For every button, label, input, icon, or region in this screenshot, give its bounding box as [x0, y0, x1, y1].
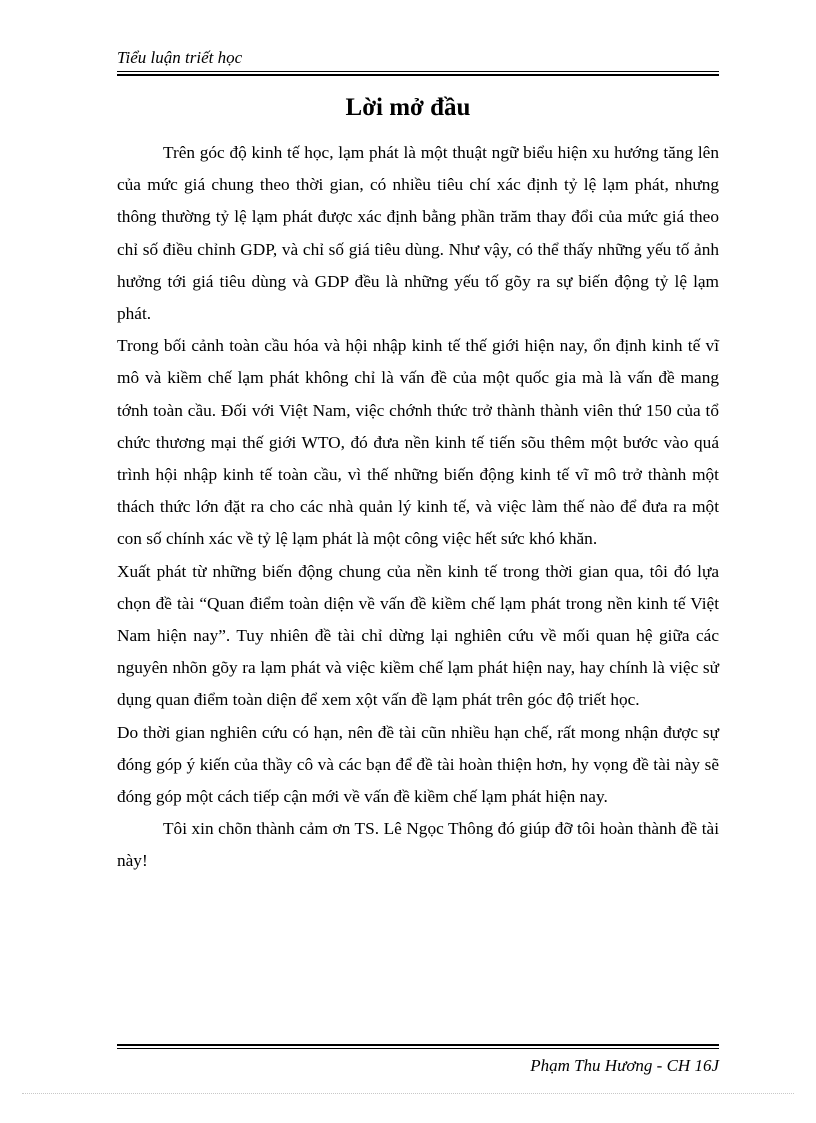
- paragraph-5: Tôi xin chõn thành cảm ơn TS. Lê Ngọc Thông đó giúp đỡ tôi hoàn thành đề tài này!: [117, 819, 719, 871]
- header-rule-thick: [117, 74, 719, 76]
- page-edge-divider: [22, 1093, 794, 1094]
- paragraph-1: Trên góc độ kinh tế học, lạm phát là một thuật ngữ biểu hiện xu hướng tăng lên của mức giá chung theo thời gian, có nhiều tiêu chí xác định tỷ lệ lạm phát, nhưng thông thường tỷ lệ lạm phát được xác định bằng phần trăm thay đổi của mức giá theo chỉ số điều chỉnh GDP, và chỉ số giá tiêu dùng. Như vậy, có thể thấy những yếu tố ảnh hưởng tới giá tiêu dùng và GDP đều là những yếu tố gõy ra sự biến động tỷ lệ lạm phát.: [117, 143, 719, 324]
- document-title: Lời mở đầu: [345, 94, 471, 121]
- paragraph-4: Do thời gian nghiên cứu có hạn, nên đề tài cũn nhiều hạn chế, rất mong nhận được sự đóng góp ý kiến của thầy cô và các bạn để đề tài hoàn thiện hơn, hy vọng đề tài này sẽ đóng góp một cách tiếp cận mới về vấn đề kiềm chế lạm phát hiện nay.: [117, 722, 719, 807]
- header-rule-thin: [117, 71, 719, 72]
- footer-author: Phạm Thu Hương - CH 16J: [530, 1056, 719, 1075]
- paragraph-2: Trong bối cảnh toàn cầu hóa và hội nhập kinh tế thế giới hiện nay, ổn định kinh tế vĩ mô và kiềm chế lạm phát không chỉ là vấn đề của một quốc gia mà là vấn đề mang tớnh toàn cầu. Đối với Việt Nam, việc chớnh thức trở thành thành viên thứ 150 của tổ chức thương mại thế giới WTO, đó đưa nền kinh tế tiến sõu thêm một bước vào quá trình hội nhập kinh tế toàn cầu, vì thế những biến động kinh tế vĩ mô trở thành một thách thức lớn đặt ra cho các nhà quản lý kinh tế, và việc làm thế nào để đưa ra một con số chính xác về tỷ lệ lạm phát là một công việc hết sức khó khăn.: [117, 336, 719, 549]
- document-body: [117, 137, 719, 878]
- footer-rule-thin: [117, 1048, 719, 1049]
- header-title: Tiểu luận triết học: [117, 48, 243, 67]
- footer-rule-thick: [117, 1044, 719, 1046]
- paragraph-3: Xuất phát từ những biến động chung của nền kinh tế trong thời gian qua, tôi đó lựa chọn đề tài “Quan điểm toàn diện về vấn đề kiềm chế lạm phát trong nền kinh tế Việt Nam hiện nay”. Tuy nhiên đề tài chỉ dừng lại nghiên cứu về mối quan hệ giữa các nguyên nhõn gõy ra lạm phát và việc kiềm chế lạm phát hiện nay, hay chính là việc sử dụng quan điểm toàn diện để xem xột vấn đề lạm phát trên góc độ triết học.: [117, 561, 719, 710]
